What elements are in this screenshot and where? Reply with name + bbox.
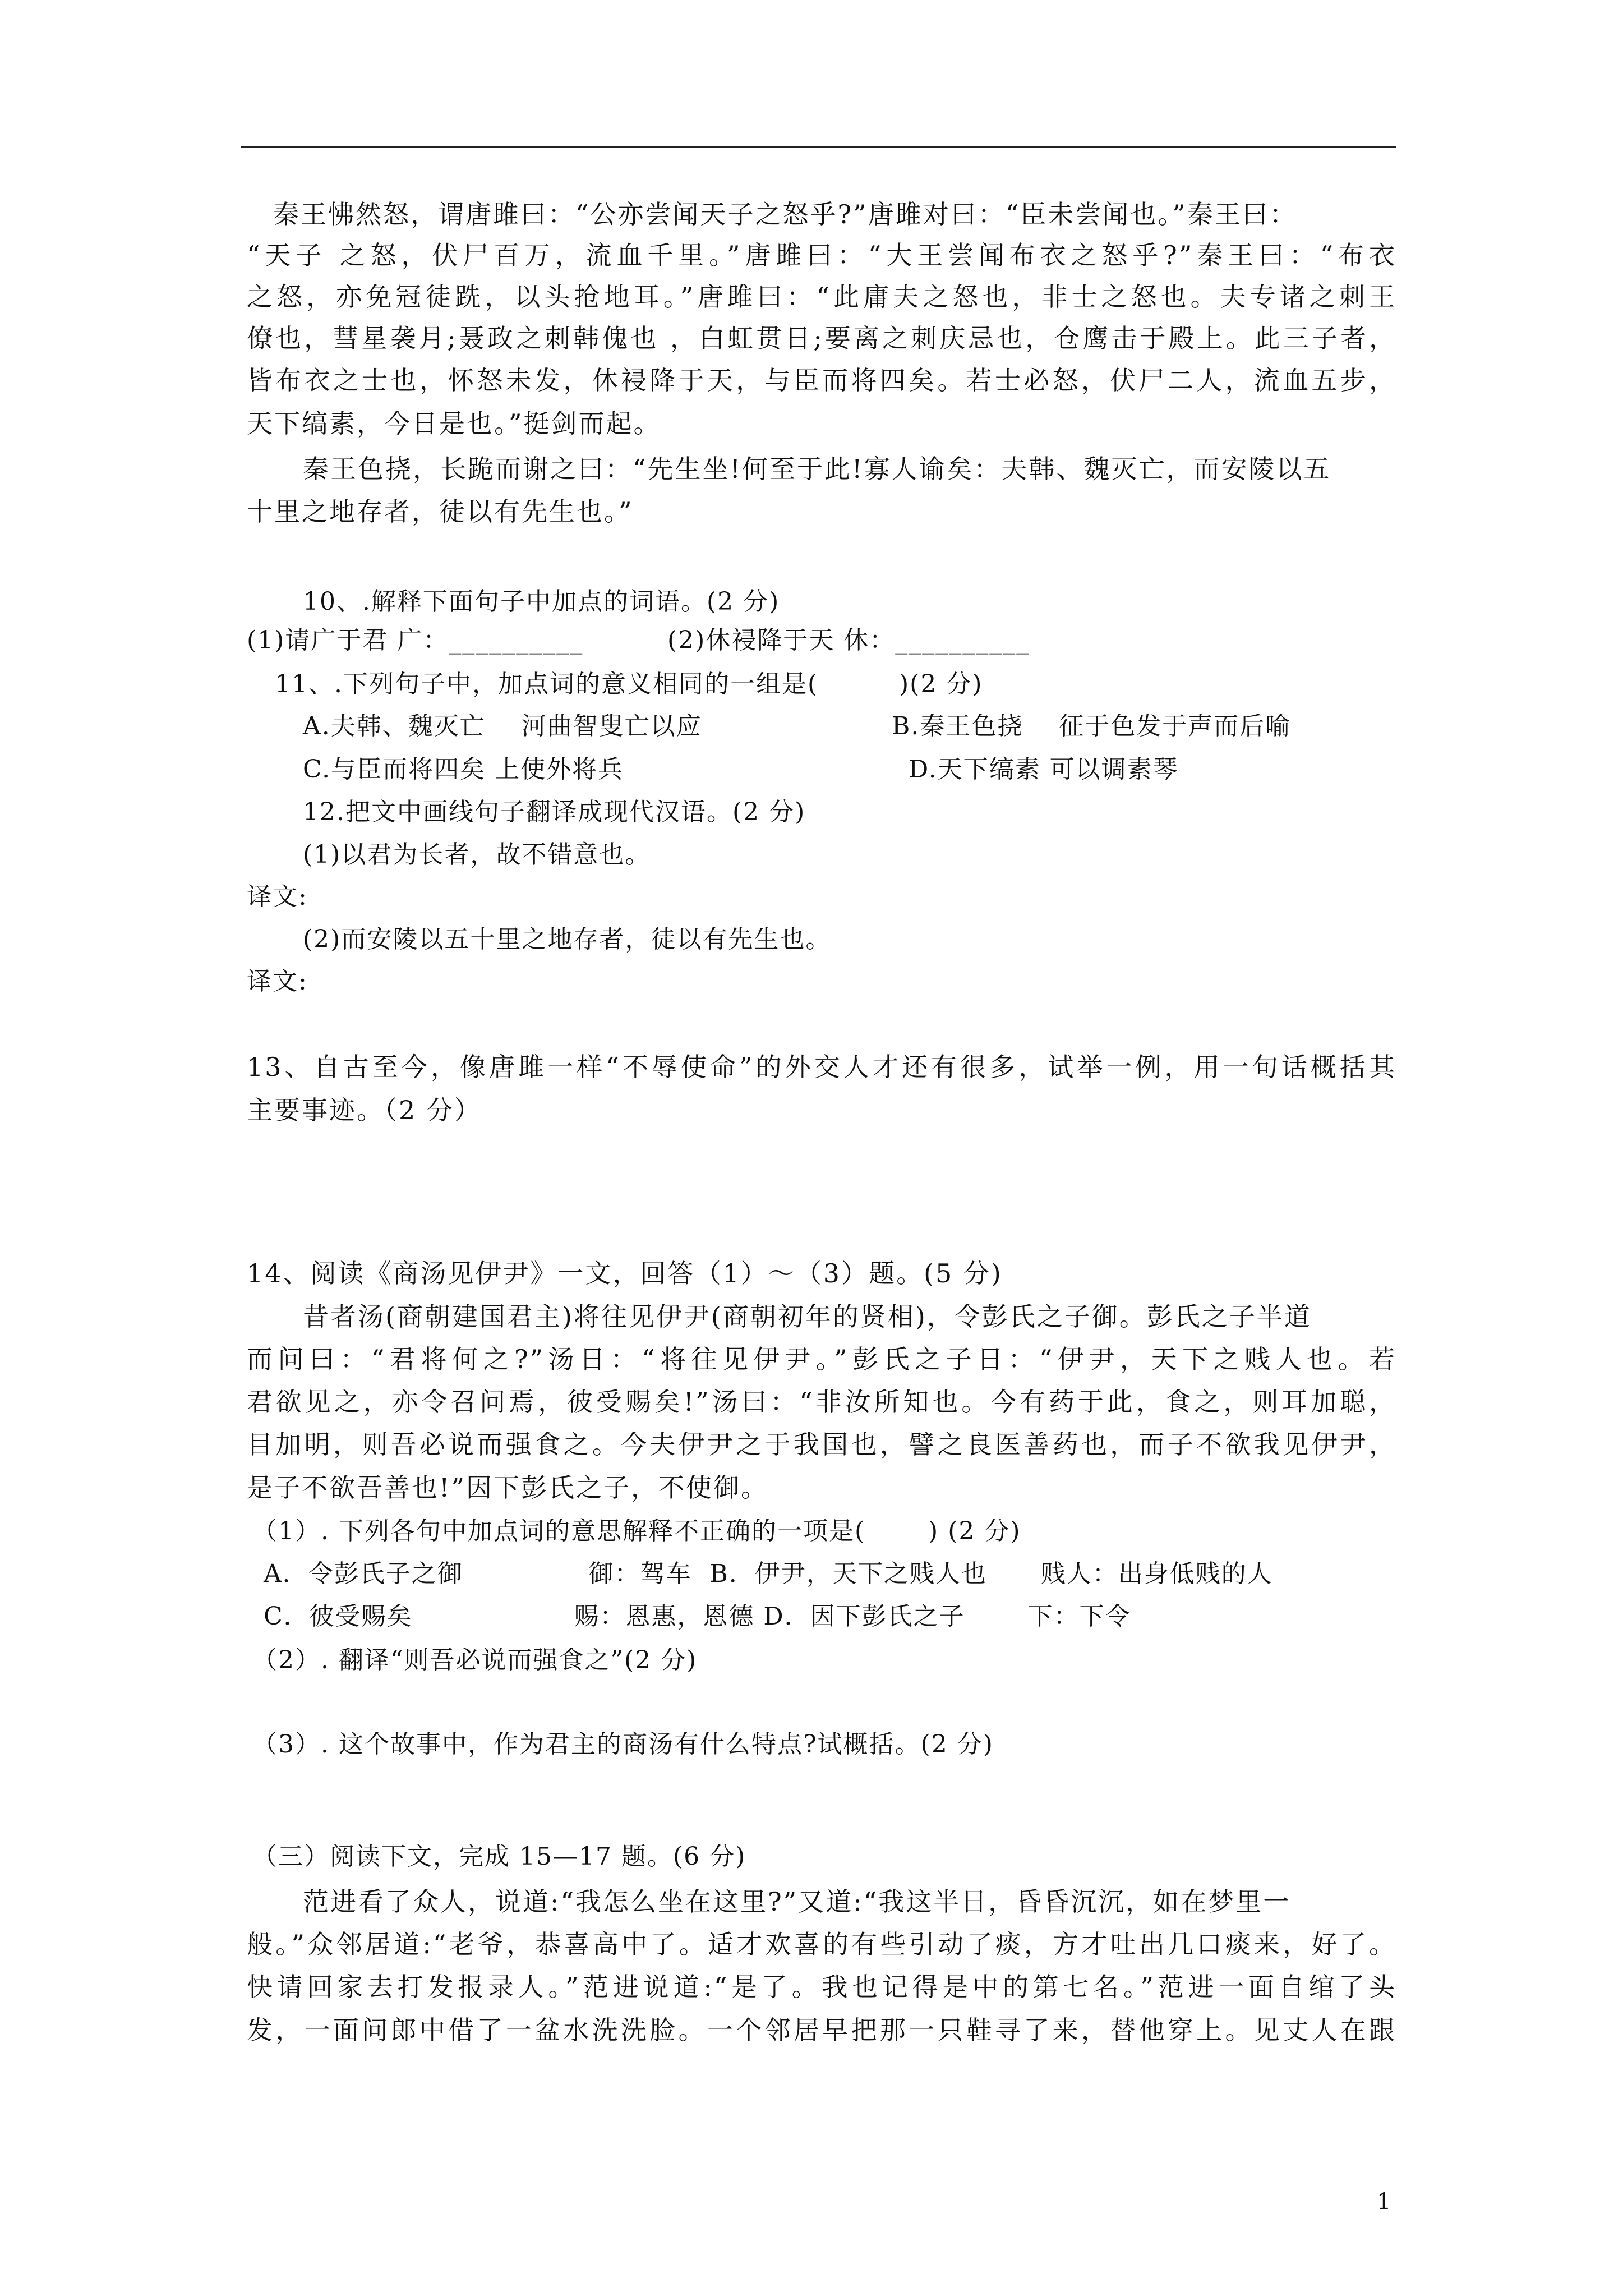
question-13-line: 13、自古至今，像唐雎一样“不辱使命”的外交人才还有很多，试举一例，用一句话概括其 xyxy=(247,1052,1396,1082)
section-3-heading: （三）阅读下文，完成 15—17 题。(6 分) xyxy=(252,1842,746,1871)
question-14-options-cd: C．彼受赐矣 赐：恩惠，恩德 D．因下彭氏之子 下：下令 xyxy=(264,1602,1131,1631)
question-10-item-1: (1)请广于君 广：__________ xyxy=(247,626,584,655)
question-12-sentence-2: (2)而安陵以五十里之地存者，徒以有先生也。 xyxy=(303,925,832,954)
question-10-stem: 10、.解释下面句子中加点的词语。(2 分) xyxy=(303,587,780,616)
question-14-sub-3: （3）. 这个故事中，作为君主的商汤有什么特点?试概括。(2 分) xyxy=(252,1730,994,1759)
page-number: 1 xyxy=(1377,2189,1391,2215)
passage-line: 天下缟素，今日是也。”挺剑而起。 xyxy=(247,408,661,439)
question-12-translation-2: 译文: xyxy=(247,967,308,996)
header-rule xyxy=(241,146,1396,148)
question-12-translation-1: 译文: xyxy=(247,882,308,911)
passage-line: 僚也，彗星袭月;聂政之刺韩傀也 ，白虹贯日;要离之刺庆忌也，仓鹰击于殿上。此三子者， xyxy=(247,323,1396,353)
passage-line: 皆布衣之士也，怀怒未发，休祲降于天，与臣而将四矣。若士必怒，伏尸二人，流血五步， xyxy=(247,365,1396,395)
question-11-option-d: D.天下缟素 可以调素琴 xyxy=(909,755,1179,784)
question-11-stem: 11、.下列句子中，加点词的意义相同的一组是( )(2 分) xyxy=(275,670,983,698)
section-3-passage-line: 发，一面问郎中借了一盆水洗洗脸。一个邻居早把那一只鞋寻了来，替他穿上。见丈人在跟 xyxy=(247,2015,1396,2045)
question-11-option-a: A.夫韩、魏灭亡 河曲智叟亡以应 xyxy=(303,712,702,740)
passage-line: 秦王怫然怒，谓唐雎曰：“公亦尝闻天子之怒乎?”唐雎对曰：“臣未尝闻也。”秦王曰： xyxy=(273,199,1297,229)
passage-line: 之怒，亦免冠徒跣，以头抢地耳。”唐雎曰：“此庸夫之怒也，非士之怒也。夫专诸之刺王 xyxy=(247,282,1396,312)
section-3-passage-line: 快请回家去打发报录人。”范进说道:“是了。我也记得是中的第七名。”范进一面自绾了头 xyxy=(247,1972,1396,2002)
section-3-passage-line: 范进看了众人，说道:“我怎么坐在这里?”又道:“我这半日，昏昏沉沉，如在梦里一 xyxy=(303,1887,1291,1917)
question-13-line: 主要事迹。（2 分） xyxy=(247,1095,482,1125)
question-14-options-ab: A．令彭氏子之御 御：驾车 B．伊尹，天下之贱人也 贱人：出身低贱的人 xyxy=(264,1559,1273,1588)
question-14-passage-line: 君欲见之，亦令召问焉，彼受赐矣!”汤曰：“非汝所知也。今有药于此，食之，则耳加聪， xyxy=(247,1387,1396,1417)
question-14-passage-line: 目加明，则吾必说而强食之。今夫伊尹之于我国也，譬之良医善药也，而子不欲我见伊尹， xyxy=(247,1429,1396,1460)
passage-line: “天子 之怒，伏尸百万，流血千里。”唐雎曰：“大王尝闻布衣之怒乎?”秦王曰：“布衣 xyxy=(247,240,1396,270)
question-14-stem: 14、阅读《商汤见伊尹》一文，回答（1）～（3）题。(5 分) xyxy=(247,1258,1003,1289)
section-3-passage-line: 般。”众邻居道:“老爷，恭喜高中了。适才欢喜的有些引动了痰，方才吐出几口痰来，好了。 xyxy=(247,1929,1396,1959)
passage-line: 秦王色挠，长跪而谢之曰：“先生坐!何至于此!寡人谕矣：夫韩、魏灭亡，而安陵以五 xyxy=(303,454,1331,484)
question-14-passage-line: 昔者汤(商朝建国君主)将往见伊尹(商朝初年的贤相)，令彭氏之子御。彭氏之子半道 xyxy=(303,1301,1312,1332)
question-10-item-2: (2)休祲降于天 休：__________ xyxy=(667,626,1030,655)
question-11-option-b: B.秦王色挠 征于色发于声而后喻 xyxy=(892,712,1292,740)
question-14-passage-line: 是子不欲吾善也!”因下彭氏之子，不使御。 xyxy=(247,1473,769,1503)
question-14-sub-1: （1）. 下列各句中加点词的意思解释不正确的一项是( ) (2 分) xyxy=(252,1517,1021,1545)
question-14-sub-2: （2）. 翻译“则吾必说而强食之”(2 分) xyxy=(252,1646,698,1674)
question-14-passage-line: 而问曰：“君将何之?”汤日：“将往见伊尹。”彭氏之子日：“伊尹，天下之贱人也。若 xyxy=(247,1344,1396,1374)
passage-line: 十里之地存者，徒以有先生也。” xyxy=(247,496,634,527)
question-11-option-c: C.与臣而将四矣 上使外将兵 xyxy=(303,755,624,784)
question-12-sentence-1: (1)以君为长者，故不错意也。 xyxy=(303,840,651,869)
question-12-stem: 12.把文中画线句子翻译成现代汉语。(2 分) xyxy=(303,798,806,826)
